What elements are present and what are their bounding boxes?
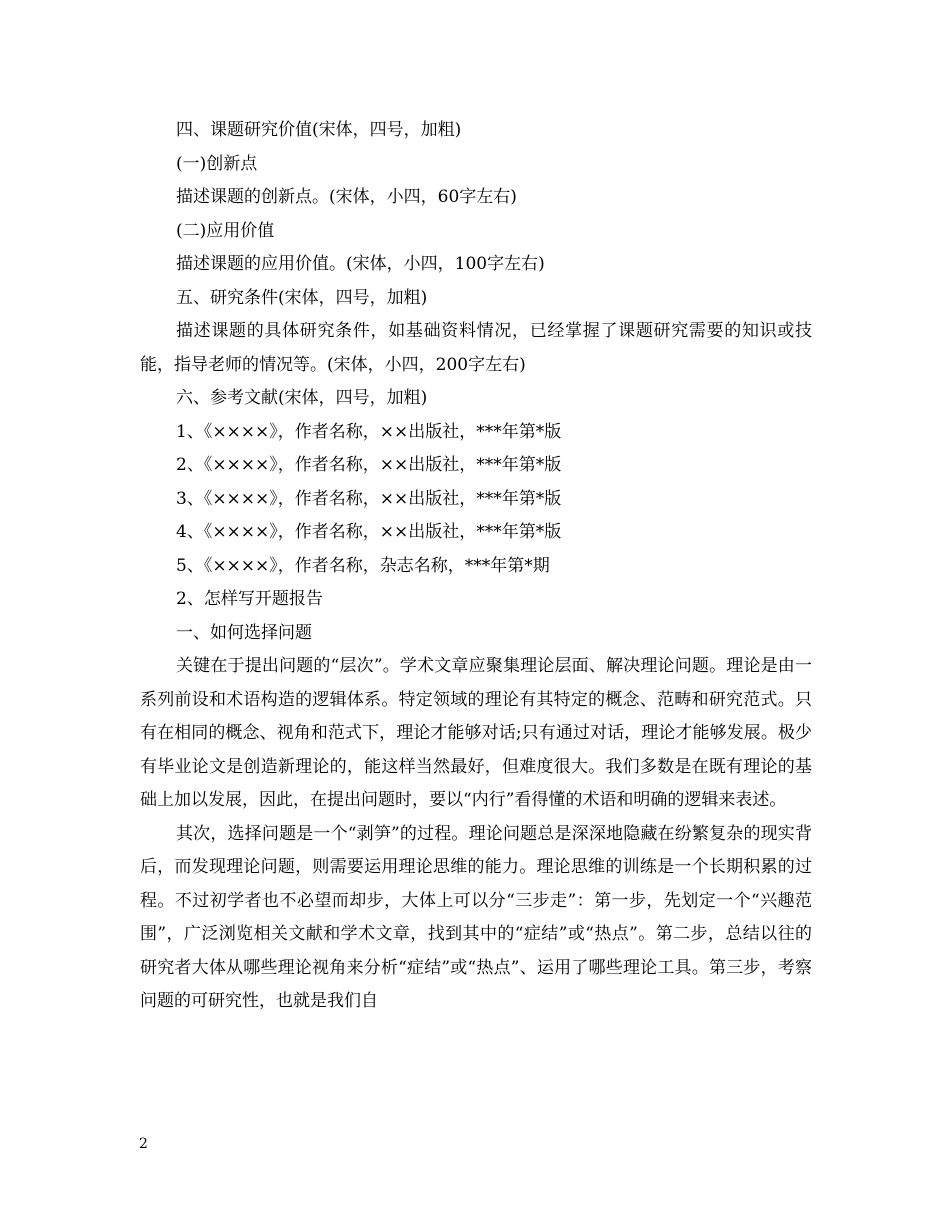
reference-item: 5、《××××》，作者名称，杂志名称，***年第*期 — [176, 555, 550, 576]
heading-how-to-write: 2、怎样写开题报告 — [176, 589, 323, 609]
page-number: 2 — [139, 1136, 148, 1152]
reference-item: 1、《××××》，作者名称，××出版社，***年第*版 — [176, 421, 562, 442]
reference-item: 4、《××××》，作者名称，××出版社，***年第*版 — [176, 522, 562, 542]
reference-item: 2、《××××》，作者名称，××出版社，***年第*版 — [176, 455, 562, 475]
paragraph-question-level: 关键在于提出问题的“层次”。学术文章应聚集理论层面、解决理论问题。理论是由一系列前设和术语构造的逻辑体系。特定领域的理论有其特定的概念、范畴和研究范式。只有在相同的概念、视角和范式下，理论才能够对话;只有通过对话，理论才能够发展。极少有毕业论文是创造新理论的，能这样当然最好，但难度很大。我们多数是在既有理论的基础上加以发展，因此，在提出问题时，要以“内行”看得懂的术语和明确的逻辑来表述。 — [140, 656, 812, 810]
heading-choose-question: 一、如何选择问题 — [176, 622, 312, 643]
text-application-desc: 描述课题的应用价值。(宋体，小四，100字左右) — [176, 254, 545, 274]
subheading-innovation: (一)创新点 — [176, 153, 258, 174]
heading-references: 六、参考文献(宋体，四号，加粗) — [176, 388, 428, 408]
text-innovation-desc: 描述课题的创新点。(宋体，小四，60字左右) — [176, 187, 517, 207]
heading-research-conditions: 五、研究条件(宋体，四号，加粗) — [176, 287, 428, 308]
reference-item: 3、《××××》，作者名称，××出版社，***年第*版 — [176, 488, 562, 509]
subheading-application-value: (二)应用价值 — [176, 220, 275, 241]
document-body — [140, 114, 812, 1019]
heading-research-value: 四、课题研究价值(宋体，四号，加粗) — [176, 120, 462, 140]
paragraph-peeling-process: 其次，选择问题是一个“剥笋”的过程。理论问题总是深深地隐藏在纷繁复杂的现实背后，而发现理论问题，则需要运用理论思维的能力。理论思维的训练是一个长期积累的过程。不过初学者也不必望而却步，大体上可以分“三步走”：第一步，先划定一个“兴趣范围”，广泛浏览相关文献和学术文章，找到其中的“症结”或“热点”。第二步，总结以往的研究者大体从哪些理论视角来分析“症结”或“热点”、运用了哪些理论工具。第三步，考察问题的可研究性，也就是我们自 — [140, 823, 812, 1011]
paragraph-research-conditions: 描述课题的具体研究条件，如基础资料情况，已经掌握了课题研究需要的知识或技能，指导老师的情况等。(宋体，小四，200字左右) — [140, 321, 812, 375]
